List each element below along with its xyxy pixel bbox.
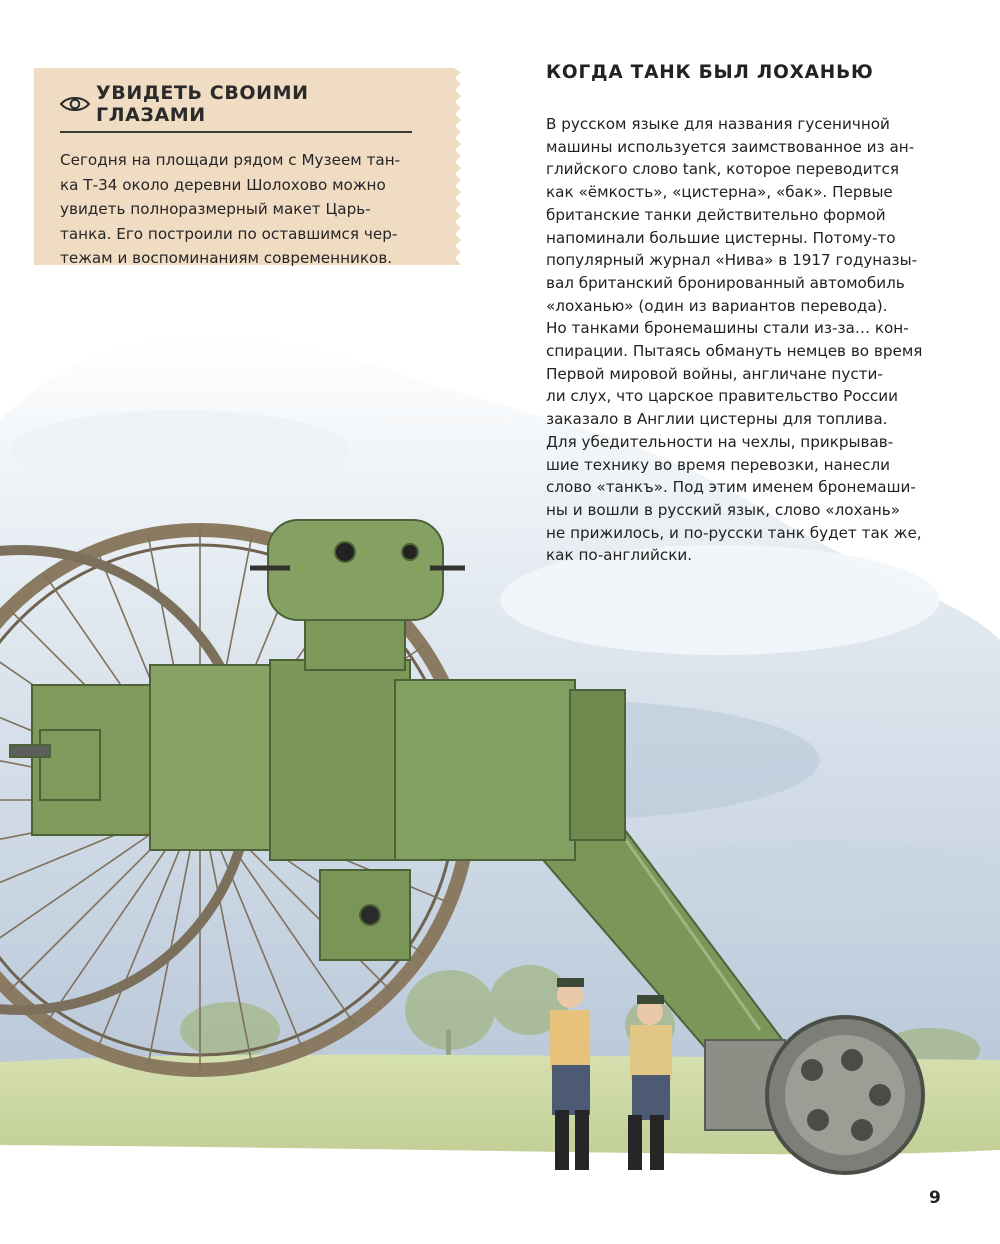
sidebar-note-line: танка. Его построили по оставшимся чер-: [60, 224, 398, 243]
article-line: как «ёмкость», «цистерна», «бак». Первые: [546, 183, 893, 202]
sidebar-note-title: [60, 82, 412, 133]
article-line: машины используется заимствованное из ан-: [546, 137, 915, 156]
article-title: КОГДА ТАНК БЫЛ ЛОХАНЬЮ: [546, 62, 874, 83]
article-line: ны и вошли в русский язык, слово «лохань»: [546, 500, 901, 519]
page-number: 9: [929, 1188, 941, 1208]
sidebar-note-line: ка Т-34 около деревни Шолохово можно: [60, 175, 386, 194]
sidebar-note-title-text: УВИДЕТЬ СВОИМИ ГЛАЗАМИ: [96, 82, 309, 126]
article-body: [546, 113, 922, 567]
article-line: шие технику во время перевозки, нанесли: [546, 455, 891, 474]
article-line: заказало в Англии цистерны для топлива.: [546, 410, 888, 429]
article-line: слово «танкъ». Под этим именем бронемаши-: [546, 478, 916, 497]
article-line: ли слух, что царское правительство России: [546, 387, 899, 406]
article-line: Но танками бронемашины стали из-за… кон-: [546, 319, 909, 338]
article-line: Для убедительности на чехлы, прикрывав-: [546, 432, 894, 451]
article-line: глийского слово tank, которое переводится: [546, 160, 900, 179]
torn-edge: [453, 68, 461, 265]
sidebar-note-body: [60, 148, 431, 271]
article-line: В русском языке для названия гусеничной: [546, 115, 890, 133]
article-line: не прижилось, и по-русски танк будет так же,: [546, 523, 922, 542]
article-line: Первой мировой войны, англичане пусти-: [546, 364, 883, 383]
article-line: популярный журнал «Нива» в 1917 годуназы-: [546, 251, 918, 270]
article-line: как по-английски.: [546, 546, 693, 565]
article-line: «лоханью» (один из вариантов перевода).: [546, 296, 888, 315]
article-line: напоминали большие цистерны. Потому-то: [546, 228, 896, 247]
sidebar-note-line: тежам и воспоминаниям современников.: [60, 249, 393, 267]
eye-icon: [60, 96, 90, 112]
article-line: вал британский бронированный автомобиль: [546, 273, 905, 292]
article-line: британские танки действительно формой: [546, 205, 886, 224]
sidebar-note-line: увидеть полноразмерный макет Царь-: [60, 200, 371, 218]
article-line: спирации. Пытаясь обмануть немцев во время: [546, 342, 923, 361]
sidebar-note-line: Сегодня на площади рядом с Музеем тан-: [60, 151, 401, 169]
cloud: [10, 410, 350, 490]
sidebar-note: [34, 68, 455, 265]
